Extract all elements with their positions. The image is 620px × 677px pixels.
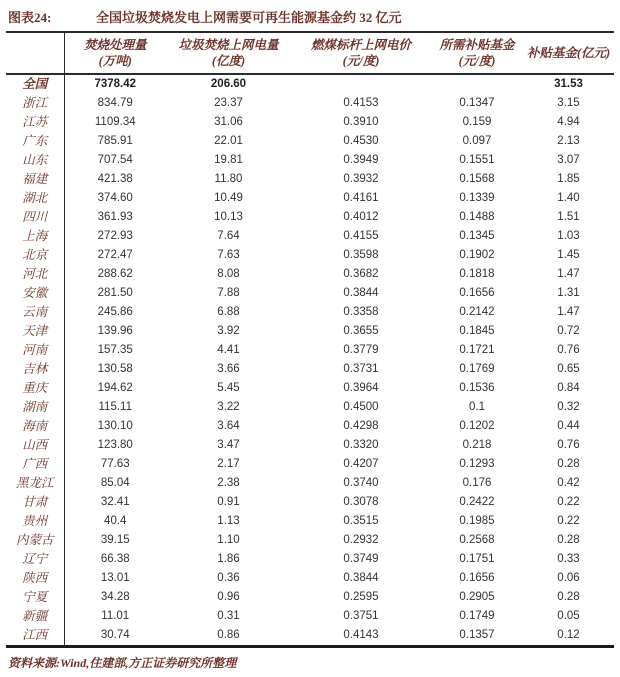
table-row (6, 474, 614, 493)
value-cell: 0.1202 (459, 419, 495, 432)
value-cell: 10.13 (214, 210, 243, 223)
value-cell: 1.45 (557, 248, 580, 261)
region-label: 贵州 (6, 512, 64, 531)
value-cell: 2.13 (557, 134, 580, 147)
region-label: 广西 (6, 455, 64, 474)
value-cell: 39.15 (100, 533, 130, 546)
value-cell: 11.80 (214, 172, 243, 185)
table-row (6, 189, 614, 208)
region-label: 黑龙江 (6, 474, 64, 493)
value-cell: 0.3515 (343, 514, 379, 527)
value-cell: 0.1339 (459, 191, 495, 204)
value-cell: 245.86 (97, 305, 133, 318)
table-row (6, 512, 614, 531)
value-cell: 7.64 (217, 229, 240, 242)
value-cell: 7378.42 (94, 77, 137, 90)
value-cell: 31.53 (554, 77, 583, 90)
value-cell: 0.4500 (343, 400, 379, 413)
table-row (6, 398, 614, 417)
table-row (6, 94, 614, 113)
value-cell: 206.60 (210, 77, 247, 90)
value-cell: 0.31 (217, 609, 240, 622)
table-row (6, 360, 614, 379)
region-label: 山西 (6, 436, 64, 455)
region-label: 天津 (6, 322, 64, 341)
table-row (6, 569, 614, 588)
table-row (6, 588, 614, 607)
value-cell (291, 74, 431, 94)
value-cell: 0.3949 (343, 153, 379, 166)
table-row (6, 417, 614, 436)
value-cell: 0.2905 (459, 590, 495, 603)
value-cell: 3.07 (557, 153, 580, 166)
figure-number-label: 图表24: (8, 10, 52, 25)
value-cell: 1109.34 (94, 115, 136, 128)
table-row (6, 113, 614, 132)
column-header: 垃圾焚烧上网电量 (亿度) (166, 32, 291, 74)
value-cell: 0.1656 (459, 286, 495, 299)
value-cell: 0.3731 (343, 362, 379, 375)
value-cell: 1.47 (557, 305, 580, 318)
value-cell: 0.28 (557, 590, 580, 603)
region-label: 四川 (6, 208, 64, 227)
value-cell: 22.01 (214, 134, 243, 147)
value-cell: 66.38 (100, 552, 130, 565)
value-cell: 0.3844 (343, 571, 379, 584)
region-label: 山东 (6, 151, 64, 170)
value-cell: 3.64 (217, 419, 240, 432)
value-cell: 0.36 (217, 571, 240, 584)
value-cell: 0.3910 (343, 115, 379, 128)
value-cell: 0.1347 (459, 96, 495, 109)
value-cell: 0.76 (557, 343, 580, 356)
corner-cell (6, 32, 64, 74)
table-header (6, 32, 614, 74)
value-cell: 13.01 (100, 571, 130, 584)
value-cell: 0.1488 (459, 210, 495, 223)
value-cell: 0.1749 (459, 609, 495, 622)
value-cell: 0.4207 (343, 457, 379, 470)
figure-title: 全国垃圾焚烧发电上网需要可再生能源基金约 32 亿元 (96, 10, 402, 25)
value-cell: 0.2142 (459, 305, 495, 318)
value-cell: 3.22 (217, 400, 240, 413)
value-cell: 0.1 (469, 400, 485, 413)
table-row (6, 607, 614, 626)
table-row (6, 341, 614, 360)
table-row (6, 246, 614, 265)
value-cell: 1.47 (557, 267, 580, 280)
value-cell: 0.4161 (343, 191, 379, 204)
value-cell: 0.84 (557, 381, 580, 394)
table-row (6, 265, 614, 284)
header-row (6, 32, 614, 74)
value-cell: 0.3964 (343, 381, 379, 394)
value-cell: 3.66 (217, 362, 240, 375)
data-table (6, 31, 614, 648)
column-header: 焚烧处理量 (万吨) (64, 32, 166, 74)
value-cell: 11.01 (101, 609, 130, 622)
value-cell: 0.176 (462, 476, 492, 489)
figure-caption (0, 0, 620, 31)
value-cell: 2.38 (217, 476, 240, 489)
value-cell: 0.097 (462, 134, 492, 147)
value-cell: 123.80 (97, 438, 133, 451)
value-cell: 1.31 (557, 286, 580, 299)
value-cell: 0.4298 (343, 419, 379, 432)
value-cell: 0.1985 (459, 514, 495, 527)
value-cell: 0.4153 (343, 96, 379, 109)
region-label: 新疆 (6, 607, 64, 626)
value-cell: 0.1818 (459, 267, 495, 280)
value-cell: 0.4155 (343, 229, 379, 242)
region-label: 江西 (6, 626, 64, 647)
table-row (6, 227, 614, 246)
value-cell: 281.50 (97, 286, 133, 299)
region-label: 辽宁 (6, 550, 64, 569)
value-cell: 0.12 (557, 628, 580, 641)
value-cell: 0.3932 (343, 172, 379, 185)
table-row (6, 284, 614, 303)
table-row (6, 74, 614, 94)
region-label: 海南 (6, 417, 64, 436)
value-cell: 40.4 (104, 514, 127, 527)
value-cell: 0.33 (557, 552, 580, 565)
table-row (6, 531, 614, 550)
value-cell: 6.88 (217, 305, 240, 318)
value-cell: 130.10 (97, 419, 133, 432)
region-label: 河南 (6, 341, 64, 360)
region-label: 广东 (6, 132, 64, 151)
region-label: 甘肃 (6, 493, 64, 512)
value-cell: 0.65 (557, 362, 580, 375)
region-label: 福建 (6, 170, 64, 189)
value-cell: 7.63 (217, 248, 240, 261)
value-cell: 0.28 (557, 457, 580, 470)
value-cell: 0.159 (462, 115, 492, 128)
value-cell: 0.1769 (459, 362, 495, 375)
value-cell: 0.1536 (459, 381, 495, 394)
value-cell: 272.93 (97, 229, 133, 242)
region-label: 湖南 (6, 398, 64, 417)
region-label: 北京 (6, 246, 64, 265)
region-label: 浙江 (6, 94, 64, 113)
table-body (6, 74, 614, 647)
value-cell: 1.13 (217, 514, 240, 527)
value-cell: 374.60 (97, 191, 133, 204)
value-cell: 0.218 (462, 438, 492, 451)
value-cell: 0.06 (557, 571, 580, 584)
value-cell: 0.2595 (343, 590, 379, 603)
region-label: 湖北 (6, 189, 64, 208)
value-cell: 0.1656 (459, 571, 495, 584)
table-row (6, 379, 614, 398)
value-cell: 115.11 (98, 400, 132, 413)
region-label: 陕西 (6, 569, 64, 588)
region-label: 河北 (6, 265, 64, 284)
region-label: 宁夏 (6, 588, 64, 607)
value-cell: 834.79 (97, 96, 133, 109)
value-cell: 0.42 (557, 476, 580, 489)
value-cell: 0.1357 (459, 628, 495, 641)
value-cell: 0.3749 (343, 552, 379, 565)
value-cell: 361.93 (97, 210, 133, 223)
value-cell: 0.1293 (459, 457, 495, 470)
value-cell: 1.40 (557, 191, 580, 204)
value-cell: 0.2932 (343, 533, 379, 546)
value-cell: 0.2422 (459, 495, 495, 508)
value-cell: 1.86 (217, 552, 240, 565)
value-cell: 157.35 (97, 343, 133, 356)
value-cell: 0.1721 (459, 343, 495, 356)
value-cell: 3.15 (557, 96, 580, 109)
value-cell: 0.1551 (459, 153, 495, 166)
value-cell: 8.08 (217, 267, 240, 280)
table-row (6, 170, 614, 189)
value-cell: 0.28 (557, 533, 580, 546)
value-cell: 130.58 (97, 362, 133, 375)
value-cell: 0.1902 (459, 248, 495, 261)
table-row (6, 455, 614, 474)
value-cell: 0.32 (557, 400, 580, 413)
value-cell: 10.49 (214, 191, 243, 204)
value-cell: 785.91 (97, 134, 133, 147)
region-label: 全国 (6, 74, 64, 94)
value-cell: 34.28 (100, 590, 130, 603)
value-cell: 0.4530 (343, 134, 379, 147)
value-cell: 0.3320 (343, 438, 379, 451)
value-cell: 32.41 (100, 495, 130, 508)
value-cell: 0.44 (557, 419, 580, 432)
value-cell: 0.05 (557, 609, 580, 622)
value-cell: 0.3751 (343, 609, 379, 622)
value-cell: 0.76 (557, 438, 580, 451)
value-cell: 30.74 (100, 628, 130, 641)
value-cell: 0.3779 (343, 343, 379, 356)
value-cell: 1.51 (557, 210, 580, 223)
value-cell: 1.85 (557, 172, 580, 185)
value-cell: 0.4012 (343, 210, 379, 223)
value-cell: 5.45 (217, 381, 240, 394)
table-row (6, 550, 614, 569)
value-cell: 0.3844 (343, 286, 379, 299)
value-cell (431, 74, 523, 94)
column-header: 所需补贴基金 (元/度) (431, 32, 523, 74)
value-cell: 139.96 (97, 324, 133, 337)
value-cell: 0.91 (217, 495, 240, 508)
region-label: 安徽 (6, 284, 64, 303)
value-cell: 0.2568 (459, 533, 495, 546)
value-cell: 0.3740 (343, 476, 379, 489)
value-cell: 23.37 (214, 96, 243, 109)
column-header: 燃煤标杆上网电价 (元/度) (291, 32, 431, 74)
value-cell: 0.1751 (459, 552, 495, 565)
table-row (6, 208, 614, 227)
value-cell: 2.17 (217, 457, 240, 470)
column-header: 补贴基金(亿元) (523, 32, 614, 74)
region-label: 上海 (6, 227, 64, 246)
value-cell: 0.1845 (459, 324, 495, 337)
value-cell: 3.47 (217, 438, 240, 451)
source-note: 资料来源:Wind,住建部,方正证券研究所整理 (8, 655, 237, 670)
value-cell: 0.96 (217, 590, 240, 603)
value-cell: 272.47 (97, 248, 133, 261)
region-label: 云南 (6, 303, 64, 322)
value-cell: 0.72 (557, 324, 580, 337)
value-cell: 0.4143 (343, 628, 379, 641)
value-cell: 0.3598 (343, 248, 379, 261)
value-cell: 707.54 (97, 153, 133, 166)
region-label: 内蒙古 (6, 531, 64, 550)
value-cell: 7.88 (217, 286, 240, 299)
value-cell: 0.1345 (459, 229, 495, 242)
value-cell: 1.10 (217, 533, 240, 546)
value-cell: 0.3655 (343, 324, 379, 337)
table-row (6, 132, 614, 151)
table-row (6, 322, 614, 341)
value-cell: 288.62 (97, 267, 133, 280)
table-row (6, 151, 614, 170)
value-cell: 77.63 (100, 457, 130, 470)
value-cell: 1.03 (557, 229, 580, 242)
value-cell: 421.38 (97, 172, 133, 185)
value-cell: 4.94 (557, 115, 580, 128)
region-label: 重庆 (6, 379, 64, 398)
region-label: 江苏 (6, 113, 64, 132)
value-cell: 0.3358 (343, 305, 379, 318)
table-row (6, 626, 614, 647)
value-cell: 0.22 (557, 495, 580, 508)
value-cell: 3.92 (217, 324, 240, 337)
value-cell: 19.81 (214, 153, 243, 166)
value-cell: 0.22 (557, 514, 580, 527)
table-row (6, 493, 614, 512)
value-cell: 0.3682 (343, 267, 379, 280)
value-cell: 4.41 (217, 343, 240, 356)
table-row (6, 436, 614, 455)
value-cell: 0.3078 (343, 495, 379, 508)
value-cell: 31.06 (214, 115, 243, 128)
table-row (6, 303, 614, 322)
region-label: 吉林 (6, 360, 64, 379)
value-cell: 0.1568 (459, 172, 495, 185)
value-cell: 194.62 (97, 381, 133, 394)
value-cell: 0.86 (217, 628, 240, 641)
value-cell: 85.04 (100, 476, 130, 489)
